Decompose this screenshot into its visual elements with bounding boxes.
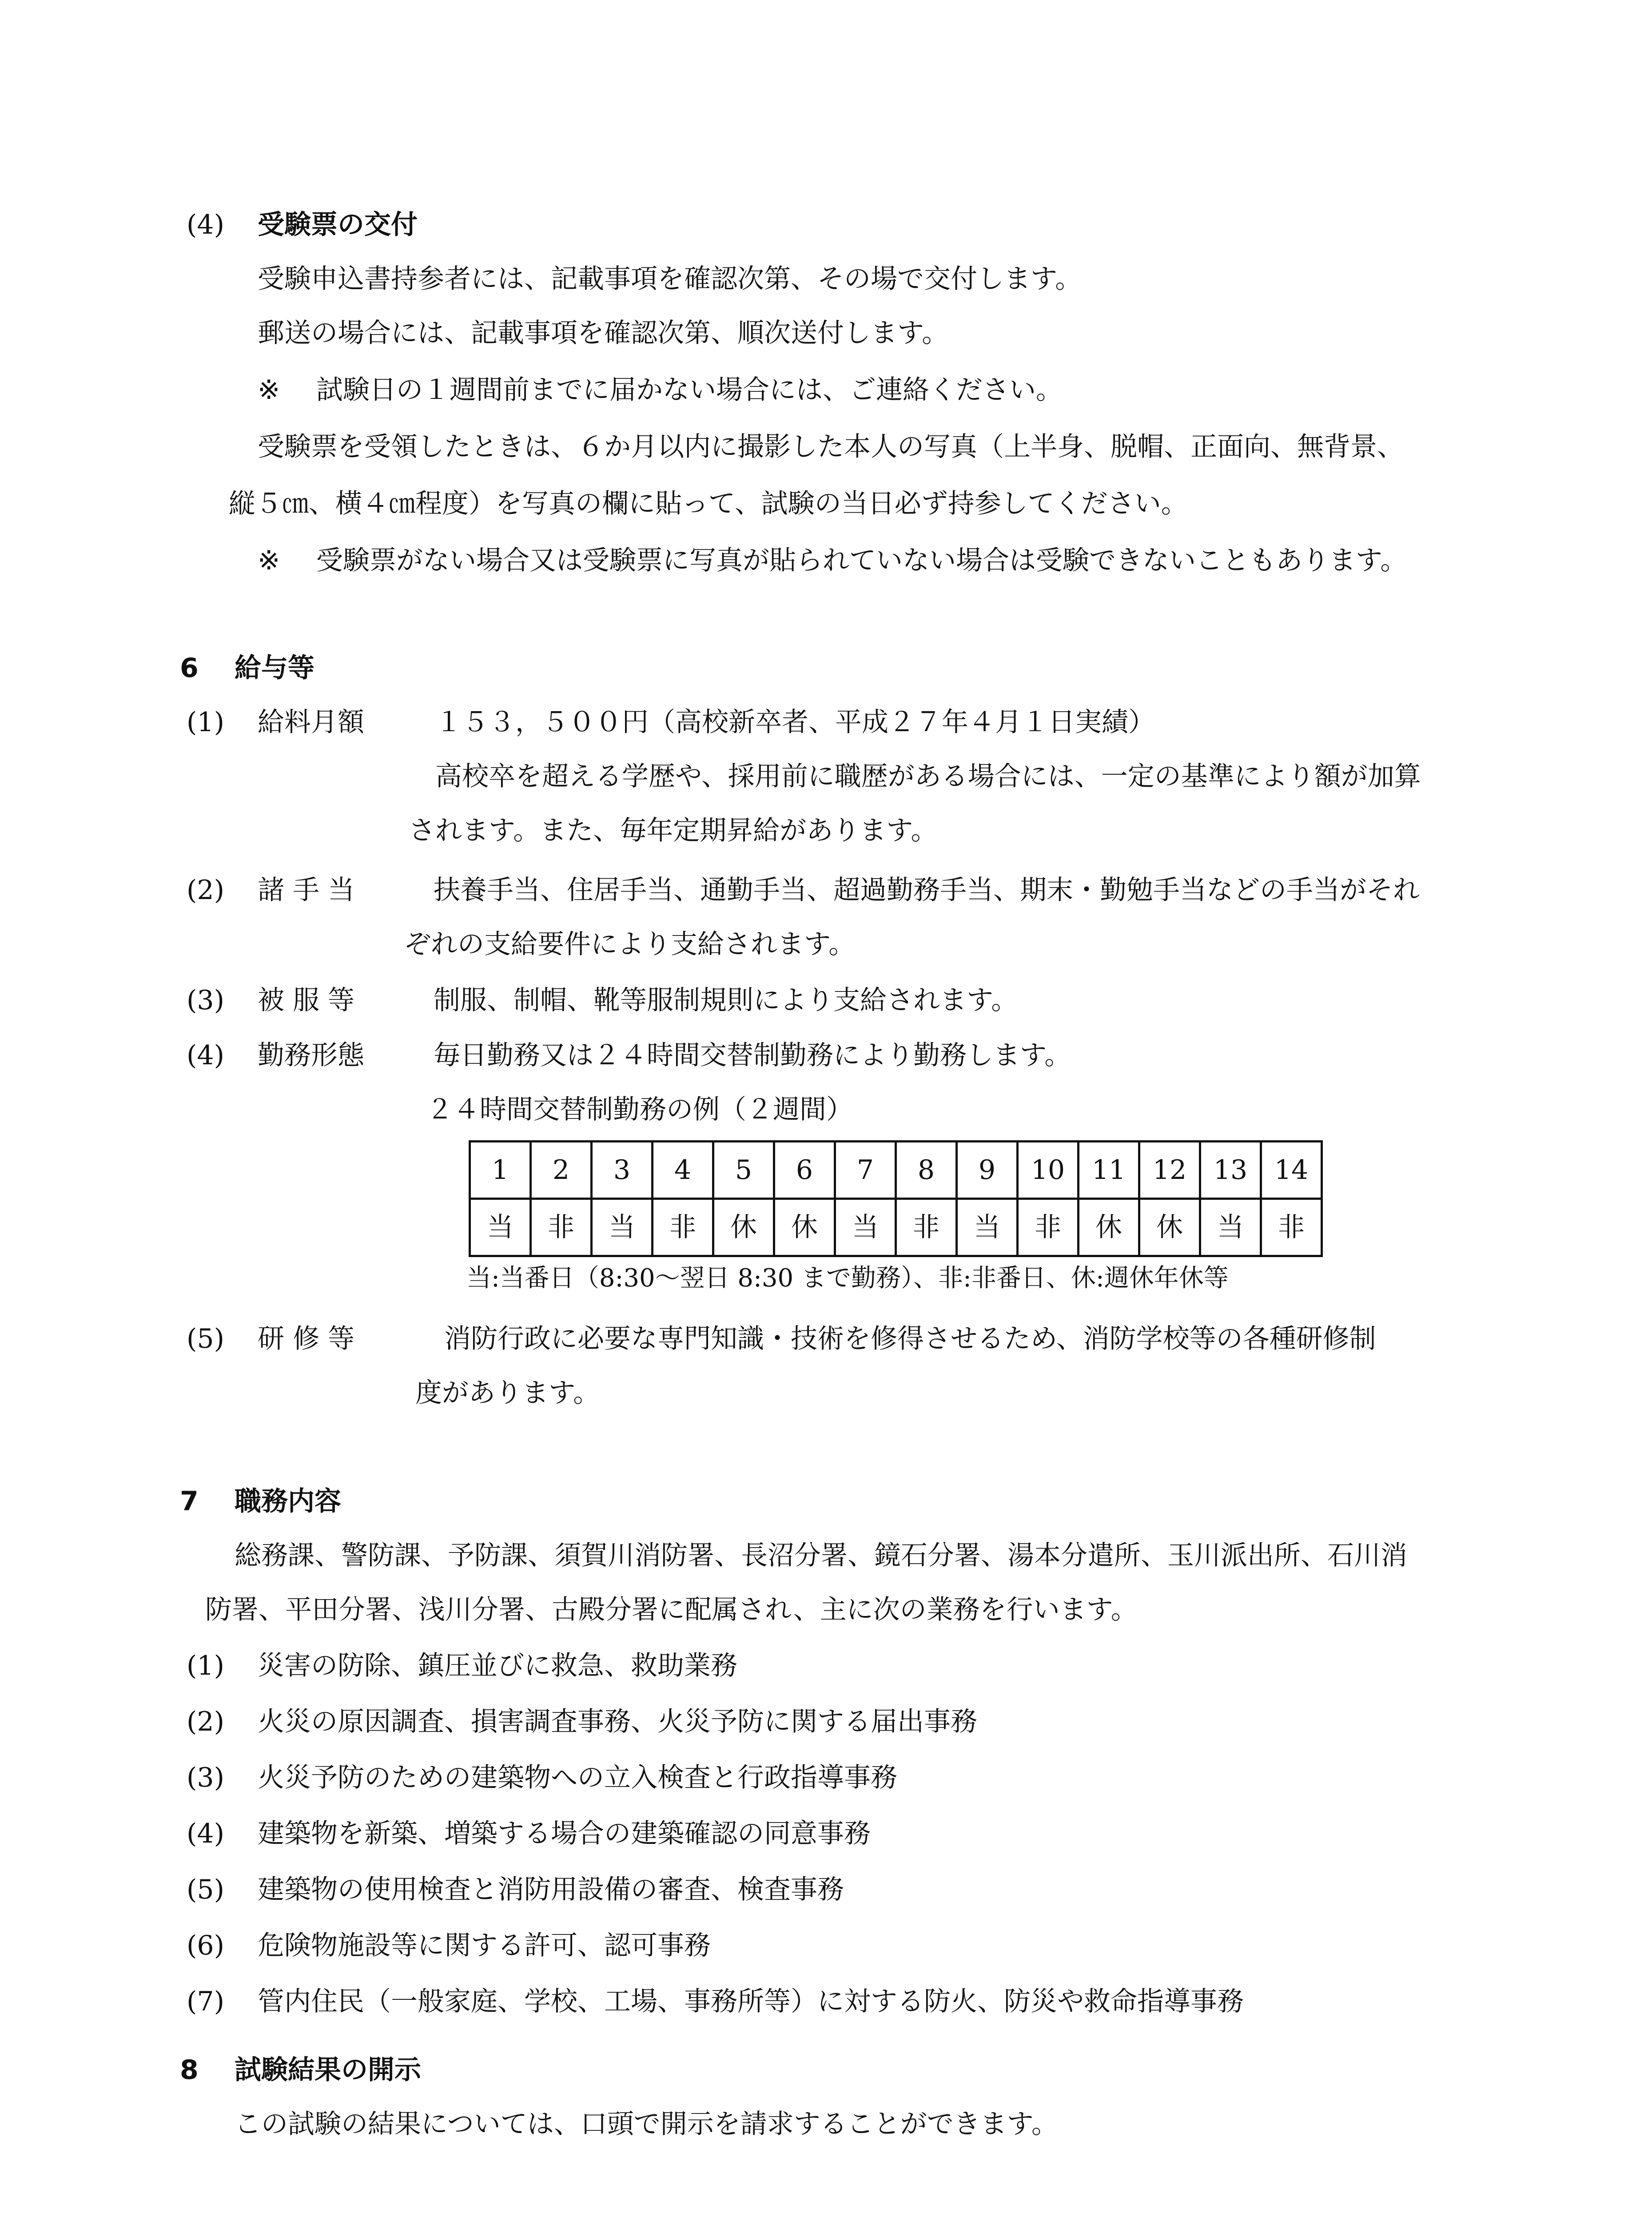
paragraph: 総務課、警防課、予防課、須賀川消防署、長沼分署、鏡石分署、湯本分遣所、玉川派出所、石川消 <box>235 1540 1407 1571</box>
item-number: (2) <box>187 875 224 906</box>
salary-amount: １５３，５００円（高校新卒者、平成２７年４月１日実績） <box>435 707 1155 738</box>
shift-cell: 非 <box>1018 1199 1079 1256</box>
list-item: 火災の原因調査、損害調査事務、火災予防に関する届出事務 <box>258 1706 977 1737</box>
shift-cell: 非 <box>1261 1199 1322 1256</box>
list-item: 管内住民（一般家庭、学校、工場、事務所等）に対する防火、防災や救命指導事務 <box>258 1986 1244 2017</box>
day-cell: 5 <box>713 1142 774 1199</box>
item-label: 諸 手 当 <box>258 875 355 906</box>
list-item: 建築物の使用検査と消防用設備の審査、検査事務 <box>258 1874 844 1905</box>
shift-cell: 当 <box>592 1199 653 1256</box>
list-item: 建築物を新築、増築する場合の建築確認の同意事務 <box>258 1818 871 1849</box>
item-text: 消防行政に必要な専門知識・技術を修得させるため、消防学校等の各種研修制 <box>444 1323 1376 1354</box>
shift-cell: 当 <box>1200 1199 1261 1256</box>
shift-schedule-table <box>469 1140 1323 1257</box>
item-text: 制服、制帽、靴等服制規則により支給されます。 <box>434 985 1018 1016</box>
paragraph: 縦５㎝、横４㎝程度）を写真の欄に貼って、試験の当日必ず持参してください。 <box>229 488 1188 519</box>
note-mark: ※ <box>258 545 280 576</box>
section-8-number: 8 <box>180 2054 199 2086</box>
section-7-number: 7 <box>180 1486 199 1517</box>
list-item: 危険物施設等に関する許可、認可事務 <box>258 1930 711 1961</box>
list-item-number: (4) <box>187 1818 224 1849</box>
item-number: (4) <box>187 1040 224 1071</box>
day-cell: 8 <box>896 1142 957 1199</box>
list-item: 災害の防除、鎮圧並びに救急、救助業務 <box>258 1650 737 1681</box>
shift-cell: 休 <box>774 1199 835 1256</box>
day-cell: 3 <box>592 1142 653 1199</box>
table-row-shifts <box>470 1199 1322 1256</box>
section-5-4-number: (4) <box>187 209 224 240</box>
item-label: 給料月額 <box>258 707 364 738</box>
note-mark: ※ <box>258 374 280 406</box>
shift-cell: 当 <box>835 1199 896 1256</box>
paragraph: 受験票を受領したときは、６か月以内に撮影した本人の写真（上半身、脱帽、正面向、無背景、 <box>258 431 1404 462</box>
day-cell: 11 <box>1079 1142 1139 1199</box>
list-item-number: (3) <box>187 1762 224 1793</box>
day-cell: 9 <box>957 1142 1018 1199</box>
item-label: 勤務形態 <box>258 1040 364 1071</box>
section-6-number: 6 <box>180 653 199 684</box>
item-text: ぞれの支給要件により支給されます。 <box>404 929 856 960</box>
list-item-number: (1) <box>187 1650 224 1681</box>
list-item-number: (6) <box>187 1930 224 1961</box>
shift-cell: 非 <box>531 1199 592 1256</box>
day-cell: 12 <box>1139 1142 1200 1199</box>
section-7-heading: 職務内容 <box>235 1486 341 1517</box>
item-text: 毎日勤務又は２４時間交替制勤務により勤務します。 <box>434 1040 1071 1071</box>
list-item-number: (5) <box>187 1874 224 1905</box>
shift-cell: 非 <box>653 1199 713 1256</box>
item-text: されます。また、毎年定期昇給があります。 <box>409 815 938 846</box>
shift-cell: 当 <box>957 1199 1018 1256</box>
item-number: (3) <box>187 985 224 1016</box>
item-text: 扶養手当、住居手当、通勤手当、超過勤務手当、期末・勤勉手当などの手当がそれ <box>434 875 1420 906</box>
shift-cell: 休 <box>1139 1199 1200 1256</box>
paragraph: この試験の結果については、口頭で開示を請求することができます。 <box>235 2109 1058 2140</box>
day-cell: 6 <box>774 1142 835 1199</box>
note-text: 試験日の１週間前までに届かない場合には、ご連絡ください。 <box>316 374 1063 406</box>
item-number: (5) <box>187 1323 224 1354</box>
list-item-number: (7) <box>187 1986 224 2017</box>
shift-cell: 休 <box>1079 1199 1139 1256</box>
paragraph: 郵送の場合には、記載事項を確認次第、順次送付します。 <box>258 318 949 349</box>
day-cell: 10 <box>1018 1142 1079 1199</box>
table-title: ２４時間交替制勤務の例（２週間） <box>426 1094 853 1125</box>
note-text: 受験票がない場合又は受験票に写真が貼られていない場合は受験できないこともあります。 <box>316 545 1407 576</box>
list-item-number: (2) <box>187 1706 224 1737</box>
shift-cell: 非 <box>896 1199 957 1256</box>
item-text: 度があります。 <box>415 1377 600 1409</box>
paragraph: 受験申込書持参者には、記載事項を確認次第、その場で交付します。 <box>258 263 1082 295</box>
section-8-heading: 試験結果の開示 <box>235 2054 421 2086</box>
item-label: 研 修 等 <box>258 1323 355 1354</box>
day-cell: 13 <box>1200 1142 1261 1199</box>
shift-cell: 休 <box>713 1199 774 1256</box>
item-label: 被 服 等 <box>258 985 355 1016</box>
day-cell: 1 <box>470 1142 531 1199</box>
day-cell: 7 <box>835 1142 896 1199</box>
paragraph: 防署、平田分署、浅川分署、古殿分署に配属され、主に次の業務を行います。 <box>205 1594 1138 1625</box>
item-text: 高校卒を超える学歴や、採用前に職歴がある場合には、一定の基準により額が加算 <box>435 761 1421 792</box>
section-6-heading: 給与等 <box>235 653 314 684</box>
section-5-4-heading: 受験票の交付 <box>258 209 418 240</box>
table-row-days <box>470 1142 1322 1199</box>
day-cell: 2 <box>531 1142 592 1199</box>
item-number: (1) <box>187 707 224 738</box>
day-cell: 14 <box>1261 1142 1322 1199</box>
shift-cell: 当 <box>470 1199 531 1256</box>
table-legend: 当:当番日（8:30〜翌日 8:30 まで勤務）、非:非番日、休:週休年休等 <box>466 1264 1229 1293</box>
list-item: 火災予防のための建築物への立入検査と行政指導事務 <box>258 1762 897 1793</box>
day-cell: 4 <box>653 1142 713 1199</box>
